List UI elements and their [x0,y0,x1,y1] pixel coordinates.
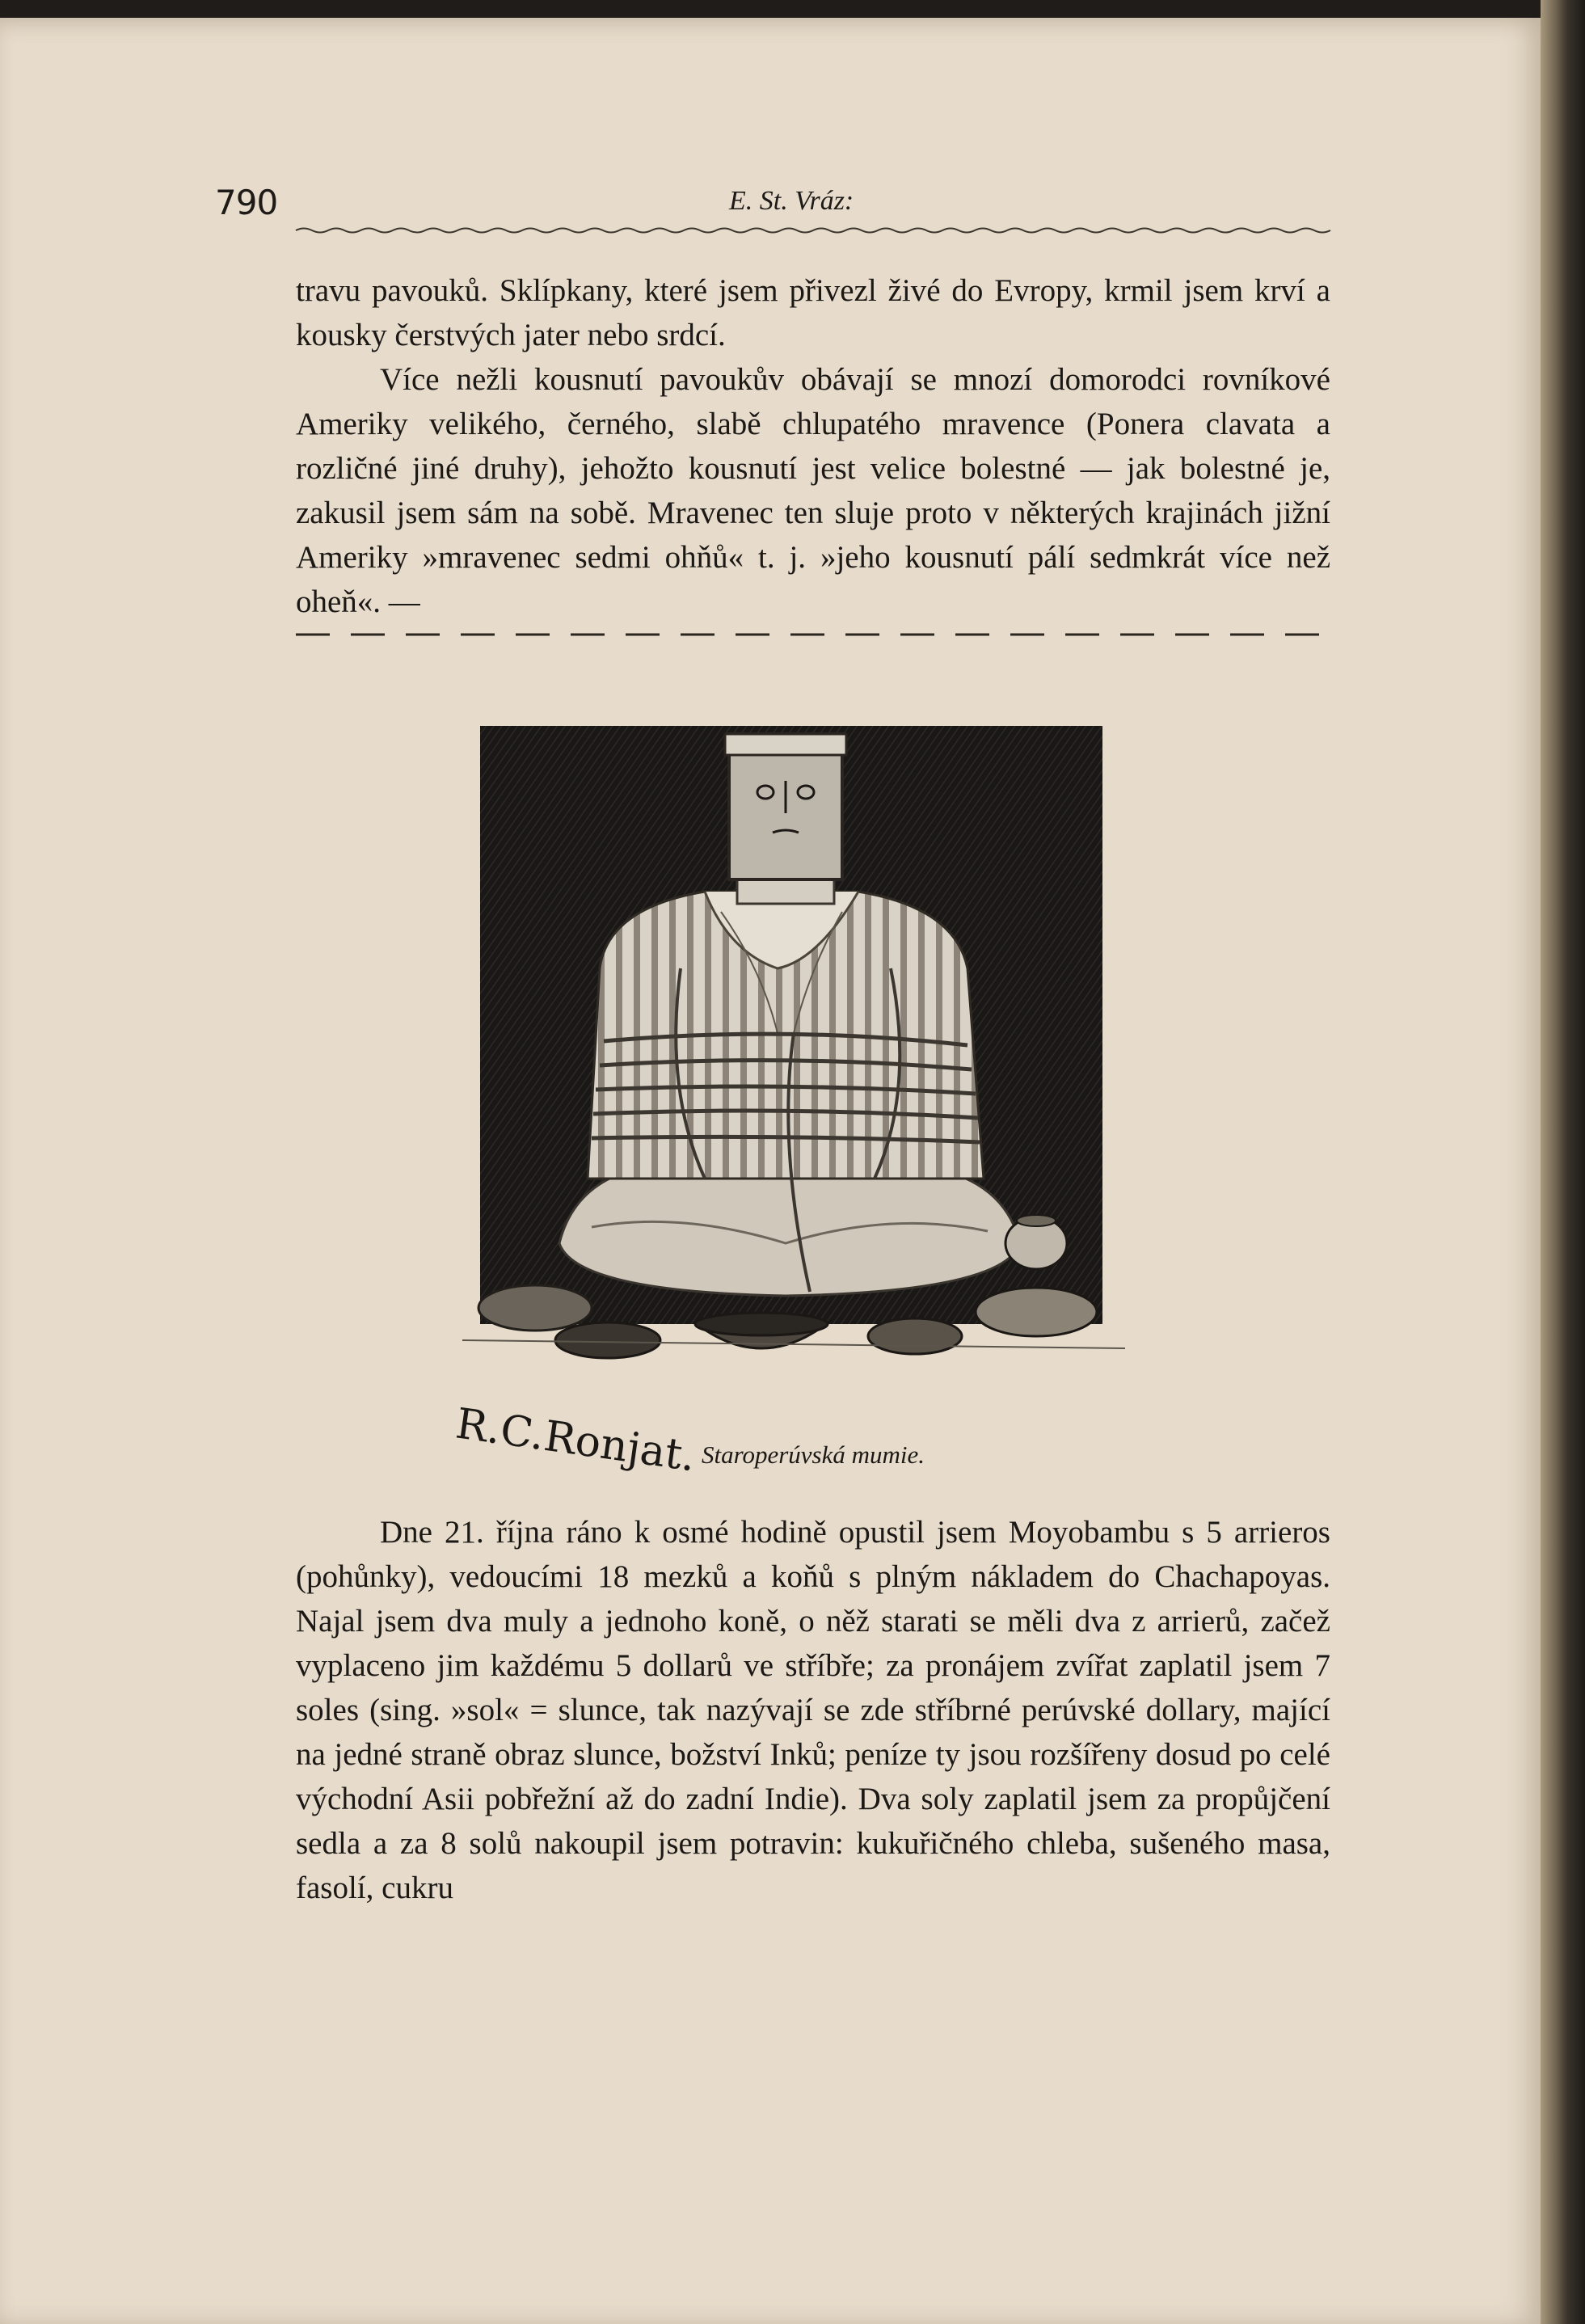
figure-caption: Staroperúvská mumie. [701,1440,925,1469]
dashed-separator [296,631,1330,639]
page-edge-shadow [1541,0,1585,2324]
page-number: 790 [215,183,278,222]
paragraph-continuation: travu pavouků. Sklípkany, které jsem přivezl živé do Evropy, krmil jsem krví a kousky čerstvých jater nebo srdcí. [296,273,1330,352]
paragraph-journey: Dne 21. října ráno k osmé hodině opustil jsem Moyobambu s 5 arrieros (pohůnky), vedoucími 18 mezků a koňů s plným nákladem do Chachapoyas. Najal jsem dva muly a jednoho koně, o něž starati se měli dva z arrierů, začež vyplaceno jim každému 5 dollarů ve stříbře; za pronájem zvířat zaplatil jsem 7 soles (sing. »sol« = slunce, tak nazývají se zde stříbrné perúvské dollary, mající na jedné straně obraz slunce, božství Inků; peníze ty jsou rozšířeny dosud po celé východní Asii pobřežní až do zadní Indie). Dva soly zaplatil jsem za propůjčení sedla a za 8 solů nakoupil jsem potravin: kukuřičného chleba, sušeného masa, fasolí, cukru [296,1515,1330,1905]
top-text-block [296,268,1330,624]
paragraph-ants: Více nežli kousnutí pavoukův obávají se mnozí domorodci rovníkové Ameriky velikého, černého, slabě chlupatého mravence (Ponera clavata a rozličné jiné druhy), jehožto kousnutí jest velice bolestné — jak bolestné je, zakusil jsem sám na sobě. Mravenec ten sluje proto v některých krajinách jižní Ameriky »mravenec sedmi ohňů« t. j. »jeho kousnutí pálí sedmkrát více než oheň«. — [296,362,1330,619]
bottom-text-block [296,1510,1330,1910]
header-wavy-rule [296,225,1330,236]
running-head: E. St. Vráz: [729,186,854,216]
artist-signature: R.C.Ronjat. [453,1399,699,1482]
page-header [215,183,1330,231]
